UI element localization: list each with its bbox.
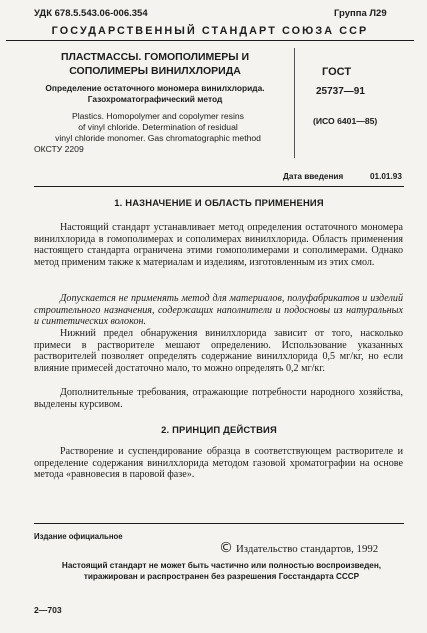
paragraph: Дополнительные требования, отражающие потребности народного хозяйства, выделены курсивом. bbox=[34, 387, 403, 410]
okstu-code: ОКСТУ 2209 bbox=[34, 144, 84, 154]
paragraph: Растворение и суспендирование образца в соответствующем растворителе и определение содержания винилхлорида методом газовой хроматографии на основе метода «равновесия в паровой фазе». bbox=[34, 446, 403, 480]
title-line: ПЛАСТМАССЫ. ГОМОПОЛИМЕРЫ И bbox=[60, 51, 250, 63]
copyright-symbol: © bbox=[219, 540, 233, 556]
page-code: 2—703 bbox=[34, 605, 62, 615]
intro-date-value: 01.01.93 bbox=[370, 172, 402, 181]
intro-date-label: Дата введения bbox=[283, 172, 344, 181]
copyright-text: Издательство стандартов, 1992 bbox=[236, 543, 379, 555]
document-title bbox=[40, 50, 270, 78]
section-heading: 1. НАЗНАЧЕНИЕ И ОБЛАСТЬ ПРИМЕНЕНИЯ bbox=[114, 197, 324, 208]
official-edition-label: Издание официальное bbox=[34, 532, 123, 541]
top-divider bbox=[6, 40, 414, 41]
iso-reference: (ИСО 6401—85) bbox=[313, 116, 378, 126]
english-title-line: Plastics. Homopolymer and copolymer resins bbox=[72, 111, 244, 121]
state-standard-banner: ГОСУДАРСТВЕННЫЙ СТАНДАРТ СОЮЗА ССР bbox=[51, 25, 369, 37]
gost-label: ГОСТ bbox=[322, 66, 352, 78]
subtitle-line: Определение остаточного мономера винилхлорида. bbox=[45, 83, 265, 93]
section-heading: 2. ПРИНЦИП ДЕЙСТВИЯ bbox=[161, 424, 277, 435]
vertical-divider bbox=[294, 48, 295, 158]
paragraph-italic: Допускается не применять метод для материалов, полуфабрикатов и изделий строительного назначения, содержащих наполнители и подосновы из натуральных и синтетических волокон. bbox=[34, 293, 403, 327]
footer-divider bbox=[34, 523, 404, 524]
gost-number: 25737—91 bbox=[316, 86, 365, 97]
header-divider bbox=[34, 186, 404, 187]
reproduction-notice bbox=[34, 561, 409, 582]
notice-line: тиражирован и распространен без разрешения Госстандарта СССР bbox=[83, 571, 360, 581]
paragraph: Нижний предел обнаружения винилхлорида зависит от того, насколько примеси в растворителе мешают определению. Использование указанных растворителей позволяет определять содержание винилхлорида 0,5 мг/кг, но если влияние примесей достаточно мало, то можно определять 0,2 мг/кг. bbox=[34, 328, 403, 374]
notice-line: Настоящий стандарт не может быть частично или полностью воспроизведен, bbox=[61, 561, 382, 570]
subtitle-line: Газохроматографический метод bbox=[87, 94, 223, 104]
paragraph: Настоящий стандарт устанавливает метод определения остаточного мономера винилхлорида в гомополимерах и сополимерах винилхлорида. Область применения настоящего стандарта ограничена этими гомополимерами и сополимерами. Однако метод применим также к материалам и изделиям, изготовленным из этих смол. bbox=[34, 222, 403, 268]
english-title-line: of vinyl chloride. Determination of residual bbox=[78, 122, 238, 132]
document-subtitle bbox=[40, 83, 270, 105]
english-title-line: vinyl chloride monomer. Gas chromatographic method bbox=[55, 133, 261, 143]
group-code: Группа Л29 bbox=[334, 8, 387, 19]
english-title bbox=[38, 111, 278, 144]
title-line: СОПОЛИМЕРЫ ВИНИЛХЛОРИДА bbox=[69, 65, 241, 77]
udc-code: УДК 678.5.543.06-006.354 bbox=[34, 8, 148, 19]
